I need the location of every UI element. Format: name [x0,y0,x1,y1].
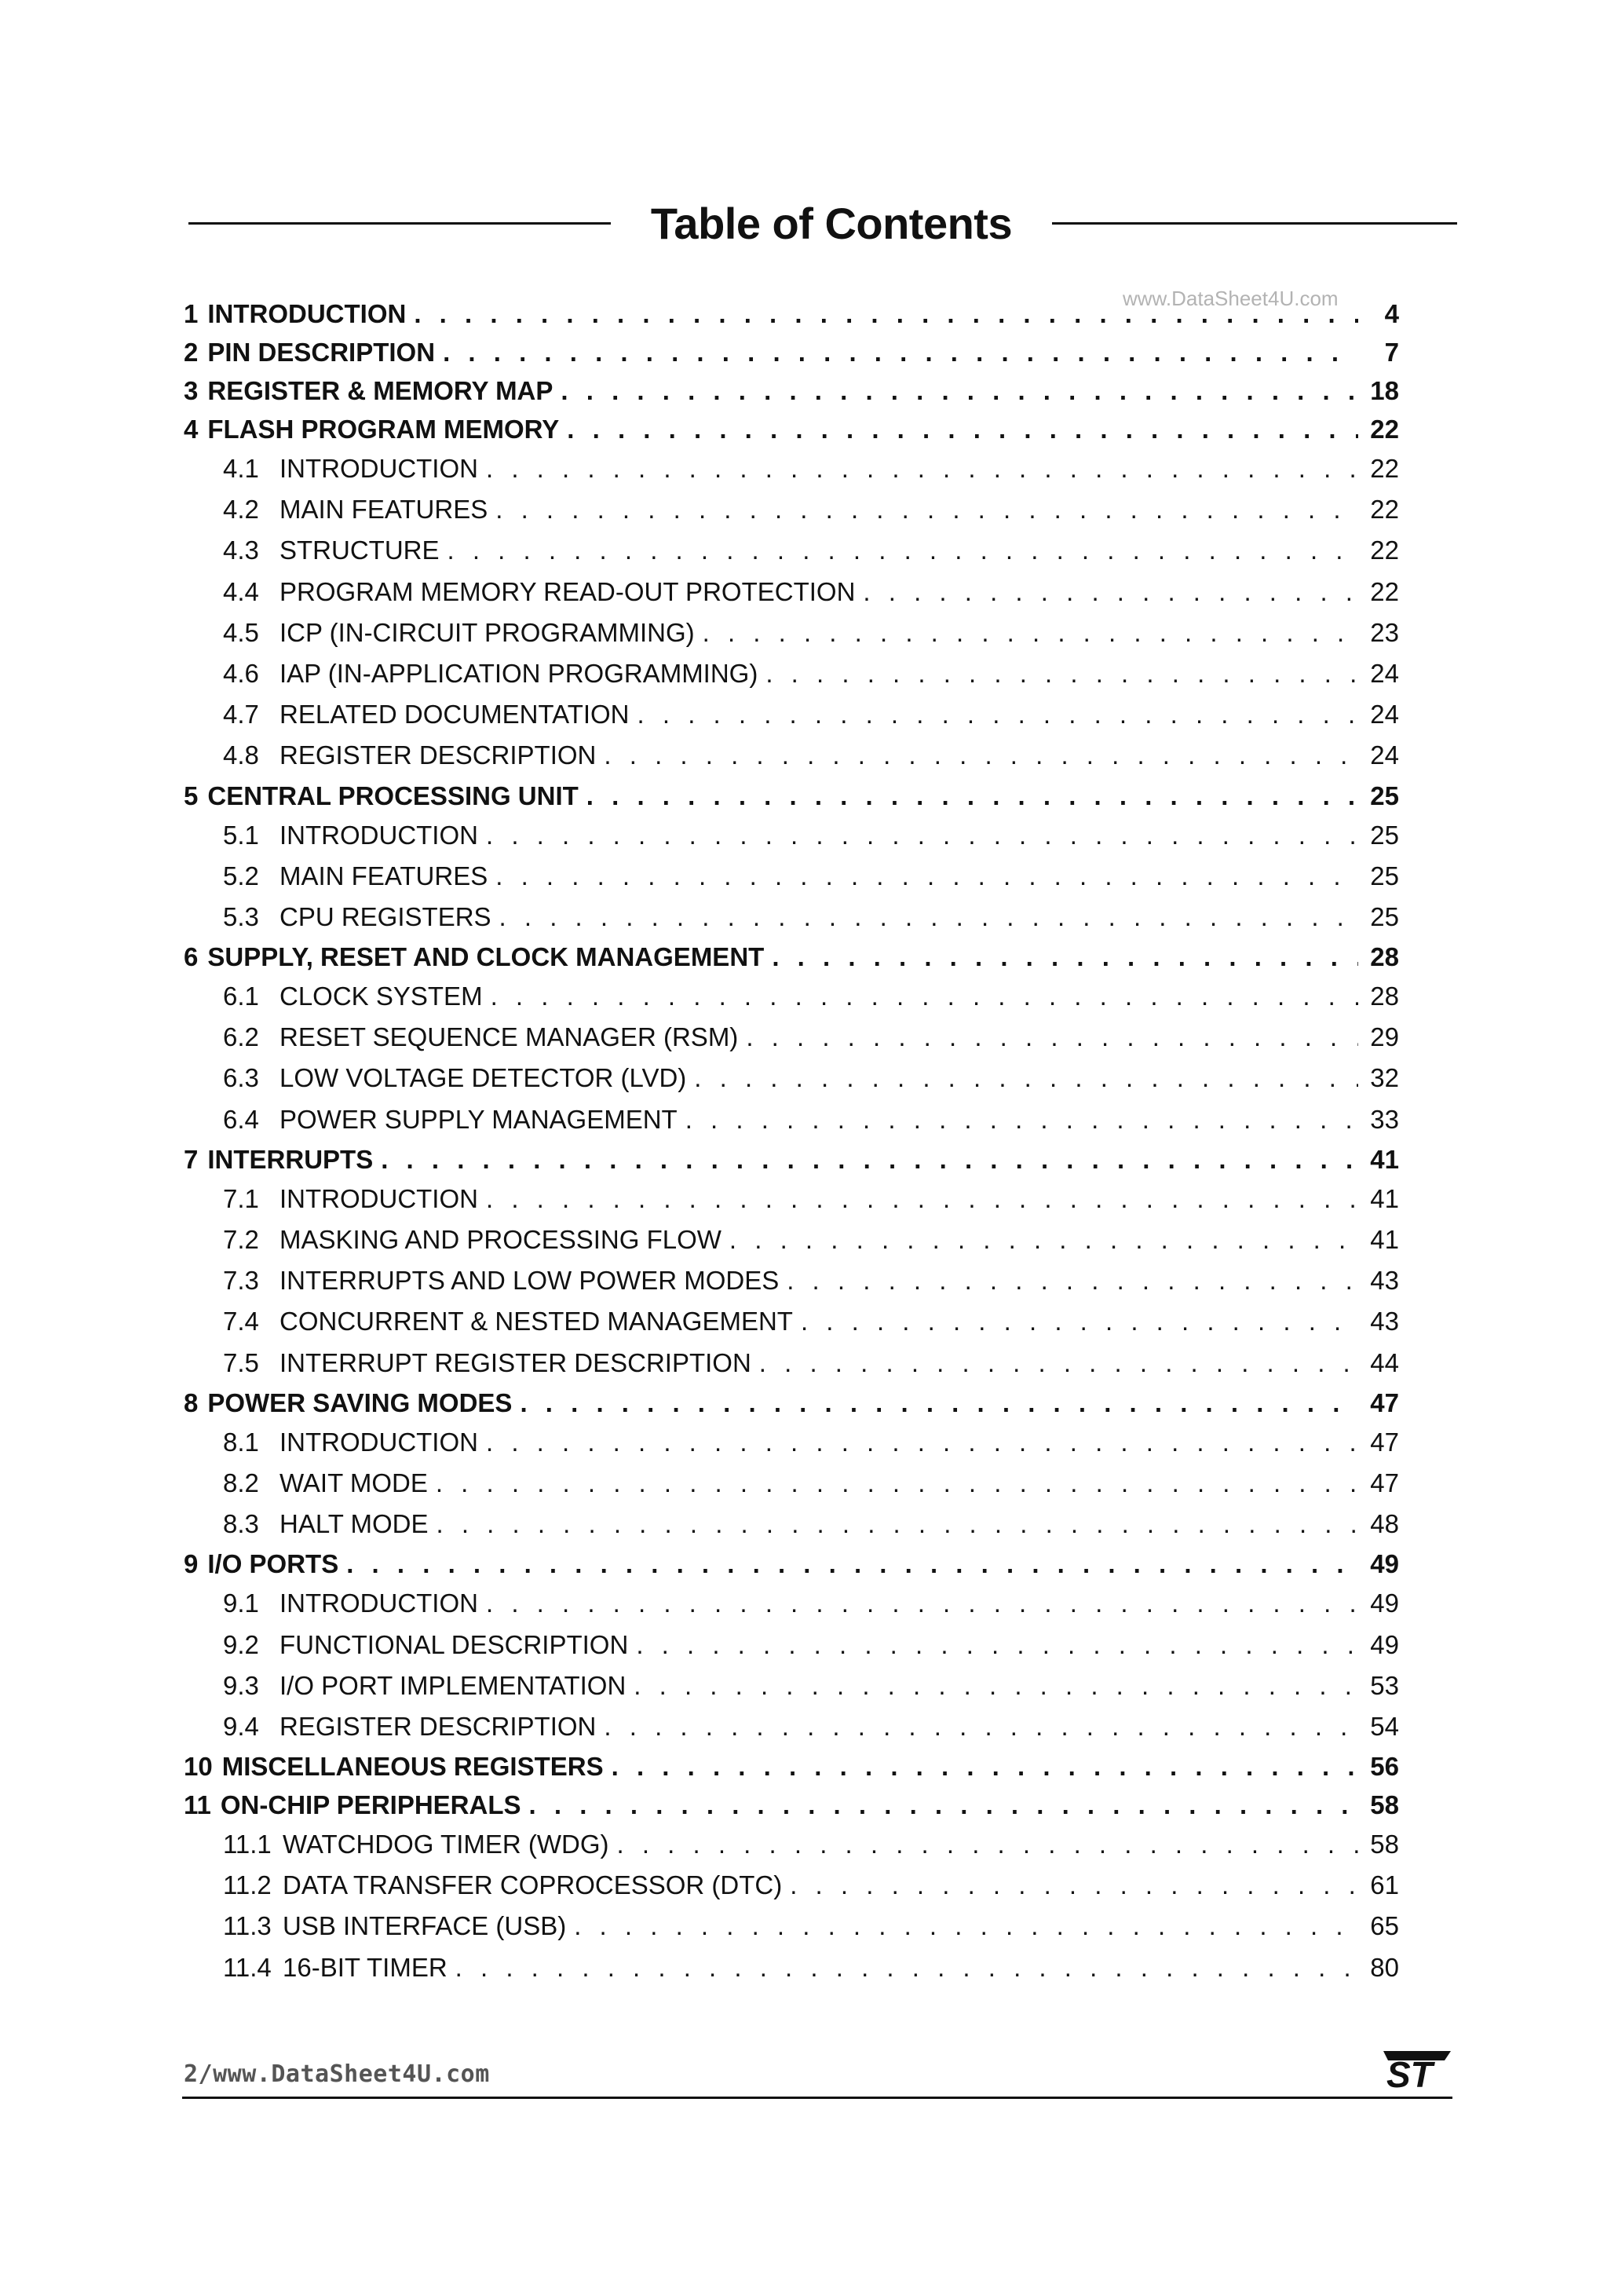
toc-entry-number: 8.2 [223,1468,259,1497]
toc-entry-label: INTRODUCTION [279,1427,478,1457]
toc-entry-label: PIN DESCRIPTION [207,338,436,367]
toc-entry-number: 8.3 [223,1509,259,1539]
title-rule-left [188,222,611,225]
toc-entry-number: 11 [184,1790,211,1820]
toc-entry-label: INTERRUPT REGISTER DESCRIPTION [279,1347,751,1377]
toc-entry-page: 25 [1370,820,1399,850]
toc-entry-label: SUPPLY, RESET AND CLOCK MANAGEMENT [207,942,765,972]
toc-entry-label: LOW VOLTAGE DETECTOR (LVD) [279,1063,687,1093]
toc-leader-dots [694,1058,1358,1099]
toc-entry-number: 9.4 [223,1711,259,1741]
toc-subsection-row[interactable] [184,1706,1399,1747]
toc-leader-dots [772,938,1358,976]
toc-leader-dots [634,1665,1358,1706]
toc-section-row[interactable] [184,410,1399,448]
toc-entry-label: POWER SAVING MODES [207,1387,513,1417]
toc-subsection-row[interactable] [184,1260,1399,1301]
toc-entry-page: 44 [1370,1347,1399,1377]
toc-entry-label: FUNCTIONAL DESCRIPTION [279,1629,629,1659]
toc-leader-dots [612,1747,1358,1786]
toc-entry-number: 9.2 [223,1629,259,1659]
toc-subsection-row[interactable] [184,1583,1399,1624]
toc-entry-number: 4.2 [223,495,259,525]
toc-leader-dots [586,777,1358,815]
toc-entry-label: INTERRUPTS AND LOW POWER MODES [279,1266,780,1296]
toc-entry-label: INTRODUCTION [279,820,478,850]
toc-entry-page: 24 [1370,658,1399,688]
toc-subsection-row[interactable] [184,1824,1399,1865]
toc-leader-dots [491,976,1358,1017]
toc-entry-label: CONCURRENT & NESTED MANAGEMENT [279,1307,793,1336]
toc-entry-page: 22 [1370,415,1399,444]
toc-entry-number: 9.1 [223,1589,259,1618]
toc-subsection-row[interactable] [184,897,1399,938]
toc-entry-label: 16-BIT TIMER [283,1952,448,1982]
footer-rule [182,2097,1452,2099]
toc-entry-number: 3 [184,376,199,405]
toc-entry-label: POWER SUPPLY MANAGEMENT [279,1104,678,1134]
toc-entry-number: 5.1 [223,820,259,850]
toc-entry-number: 6.4 [223,1104,259,1134]
toc-entry-number: 11.1 [223,1830,272,1859]
toc-entry-number: 11.4 [223,1952,272,1982]
toc-leader-dots [765,653,1358,694]
toc-entry-number: 4.3 [223,536,259,565]
toc-leader-dots [729,1219,1358,1260]
toc-entry-page: 22 [1370,576,1399,606]
toc-leader-dots [567,410,1358,448]
toc-entry-number: 4.8 [223,740,259,770]
toc-entry-number: 4.6 [223,658,259,688]
toc-leader-dots [436,1463,1358,1504]
toc-entry-label: MASKING AND PROCESSING FLOW [279,1225,721,1254]
toc-entry-number: 11.3 [223,1911,272,1941]
toc-leader-dots [529,1786,1358,1824]
toc-entry-page: 18 [1370,376,1399,405]
toc-section-row[interactable] [184,938,1399,976]
toc-leader-dots [436,1504,1358,1545]
toc-leader-dots [561,371,1358,410]
toc-entry-page: 58 [1370,1830,1399,1859]
toc-subsection-row[interactable] [184,1179,1399,1219]
toc-entry-number: 10 [184,1752,213,1782]
title-rule-right [1052,222,1457,225]
toc-entry-number: 8.1 [223,1427,259,1457]
toc-entry-number: 6.2 [223,1022,259,1052]
toc-entry-page: 28 [1370,942,1399,972]
toc-leader-dots [604,1706,1358,1747]
toc-entry-page: 29 [1370,1022,1399,1052]
toc-subsection-row[interactable] [184,1665,1399,1706]
st-logo-icon [1375,2048,1451,2092]
toc-entry-page: 7 [1384,338,1399,367]
toc-leader-dots [486,1179,1358,1219]
toc-entry-number: 9 [184,1549,199,1579]
toc-subsection-row[interactable] [184,1463,1399,1504]
toc-entry-label: IAP (IN-APPLICATION PROGRAMMING) [279,658,758,688]
toc-entry-number: 6.1 [223,982,259,1011]
toc-subsection-row[interactable] [184,1625,1399,1665]
toc-entry-label: INTRODUCTION [279,1183,478,1213]
toc-entry-page: 80 [1370,1952,1399,1982]
toc-entry-label: INTERRUPTS [207,1144,374,1174]
toc-leader-dots [486,448,1358,489]
toc-entry-number: 1 [184,299,199,328]
toc-entry-page: 33 [1370,1104,1399,1134]
toc-section-row[interactable] [184,777,1399,815]
toc-entry-label: ICP (IN-CIRCUIT PROGRAMMING) [279,617,695,647]
toc-subsection-row[interactable] [184,976,1399,1017]
toc-leader-dots [617,1824,1359,1865]
toc-leader-dots [495,856,1358,897]
toc-entry-page: 24 [1370,740,1399,770]
toc-leader-dots [863,572,1358,612]
toc-section-row[interactable] [184,1786,1399,1824]
toc-entry-number: 8 [184,1387,199,1417]
toc-leader-dots [801,1301,1358,1342]
toc-leader-dots [746,1017,1358,1058]
toc-entry-label: FLASH PROGRAM MEMORY [207,415,560,444]
toc-section-row[interactable] [184,1747,1399,1786]
toc-entry-number: 6.3 [223,1063,259,1093]
toc-entry-page: 49 [1370,1589,1399,1618]
page-title: Table of Contents [650,199,1013,248]
toc-entry-label: DATA TRANSFER COPROCESSOR (DTC) [283,1870,783,1900]
toc-leader-dots [636,1625,1358,1665]
toc-leader-dots [499,897,1358,938]
toc-leader-dots [486,815,1358,856]
footer-page-label: 2/www.DataSheet4U.com [184,2060,490,2088]
toc-subsection-row[interactable] [184,1058,1399,1099]
toc-leader-dots [495,489,1358,530]
toc-subsection-row[interactable] [184,1301,1399,1342]
toc-entry-number: 2 [184,338,199,367]
toc-entry-label: HALT MODE [279,1509,429,1539]
toc-entry-page: 61 [1370,1870,1399,1900]
toc-subsection-row[interactable] [184,1219,1399,1260]
toc-entry-number: 4.7 [223,700,259,729]
toc-subsection-row[interactable] [184,856,1399,897]
toc-subsection-row[interactable] [184,612,1399,653]
toc-subsection-row[interactable] [184,1099,1399,1140]
toc-entry-number: 7.4 [223,1307,259,1336]
toc-entry-label: INTRODUCTION [207,299,407,328]
toc-subsection-row[interactable] [184,653,1399,694]
toc-leader-dots [346,1545,1358,1583]
toc-entry-page: 65 [1370,1911,1399,1941]
toc-subsection-row[interactable] [184,530,1399,571]
toc-section-row[interactable] [184,1384,1399,1422]
toc-entry-page: 4 [1384,299,1399,328]
toc-subsection-row[interactable] [184,1017,1399,1058]
toc-entry-label: REGISTER & MEMORY MAP [207,376,553,405]
toc-entry-label: INTRODUCTION [279,1589,478,1618]
toc-entry-page: 22 [1370,454,1399,483]
toc-subsection-row[interactable] [184,1422,1399,1463]
toc-leader-dots [486,1583,1358,1624]
toc-entry-page: 25 [1370,861,1399,890]
toc-entry-page: 47 [1370,1468,1399,1497]
toc-section-row[interactable] [184,1140,1399,1179]
toc-entry-label: RELATED DOCUMENTATION [279,700,630,729]
toc-leader-dots [414,294,1358,333]
toc-subsection-row[interactable] [184,1906,1399,1947]
toc-entry-number: 5.2 [223,861,259,890]
toc-entry-page: 25 [1370,901,1399,931]
logo-text: ST [1386,2054,1433,2092]
toc-leader-dots [574,1906,1358,1947]
toc-subsection-row[interactable] [184,1343,1399,1384]
toc-entry-number: 7.1 [223,1183,259,1213]
toc-entry-page: 49 [1370,1549,1399,1579]
toc-subsection-row[interactable] [184,448,1399,489]
toc-subsection-row[interactable] [184,1865,1399,1906]
toc-entry-page: 22 [1370,495,1399,525]
toc-entry-label: USB INTERFACE (USB) [283,1911,567,1941]
toc-leader-dots [703,612,1358,653]
toc-entry-page: 47 [1370,1387,1399,1417]
toc-subsection-row[interactable] [184,694,1399,735]
toc-entry-number: 7.3 [223,1266,259,1296]
toc-entry-page: 43 [1370,1307,1399,1336]
toc-entry-label: MAIN FEATURES [279,861,488,890]
toc-entry-page: 56 [1370,1752,1399,1782]
toc-entry-label: INTRODUCTION [279,454,478,483]
toc-entry-page: 48 [1370,1509,1399,1539]
toc-subsection-row[interactable] [184,489,1399,530]
toc-leader-dots [604,735,1358,776]
toc-entry-number: 7.2 [223,1225,259,1254]
title-row [188,196,1457,259]
toc-entry-page: 43 [1370,1266,1399,1296]
toc-entry-number: 4 [184,415,199,444]
toc-entry-page: 54 [1370,1711,1399,1741]
toc-leader-dots [455,1947,1358,1988]
toc-leader-dots [637,694,1358,735]
toc-entry-label: CLOCK SYSTEM [279,982,483,1011]
toc-entry-page: 32 [1370,1063,1399,1093]
toc-entry-label: CENTRAL PROCESSING UNIT [207,781,579,810]
toc-entry-page: 53 [1370,1670,1399,1700]
toc-entry-page: 23 [1370,617,1399,647]
toc-leader-dots [381,1140,1358,1179]
toc-leader-dots [520,1384,1358,1422]
toc-entry-page: 49 [1370,1629,1399,1659]
toc-section-row[interactable] [184,1545,1399,1583]
toc-leader-dots [443,333,1358,371]
toc-entry-page: 28 [1370,982,1399,1011]
toc-entry-label: REGISTER DESCRIPTION [279,740,597,770]
toc-entry-page: 41 [1370,1183,1399,1213]
toc-entry-number: 7 [184,1144,199,1174]
toc-entry-page: 47 [1370,1427,1399,1457]
toc-entry-label: I/O PORTS [207,1549,339,1579]
toc-leader-dots [486,1422,1358,1463]
toc-leader-dots [685,1099,1358,1140]
toc-entry-number: 7.5 [223,1347,259,1377]
toc-entry-label: WATCHDOG TIMER (WDG) [283,1830,609,1859]
toc-entry-number: 4.1 [223,454,259,483]
toc-entry-number: 9.3 [223,1670,259,1700]
toc-entry-page: 58 [1370,1790,1399,1820]
toc-section-row[interactable] [184,294,1399,333]
toc-entry-number: 5.3 [223,901,259,931]
toc-section-row[interactable] [184,333,1399,371]
toc-entry-label: ON-CHIP PERIPHERALS [220,1790,521,1820]
toc-entry-label: CPU REGISTERS [279,901,491,931]
toc-entry-number: 4.4 [223,576,259,606]
toc-entry-label: MISCELLANEOUS REGISTERS [221,1752,604,1782]
toc-entry-label: RESET SEQUENCE MANAGER (RSM) [279,1022,739,1052]
toc-subsection-row[interactable] [184,1504,1399,1545]
toc-entry-page: 24 [1370,700,1399,729]
toc-entry-label: STRUCTURE [279,536,440,565]
toc-subsection-row[interactable] [184,1947,1399,1988]
toc-entry-number: 11.2 [223,1870,272,1900]
toc-entry-number: 5 [184,781,199,810]
toc-entry-number: 4.5 [223,617,259,647]
toc-entry-label: I/O PORT IMPLEMENTATION [279,1670,627,1700]
toc-entry-label: WAIT MODE [279,1468,428,1497]
toc-entry-page: 41 [1370,1144,1399,1174]
watermark: www.DataSheet4U.com [1123,287,1339,310]
toc-entry-label: MAIN FEATURES [279,495,488,525]
toc-subsection-row[interactable] [184,572,1399,612]
toc-leader-dots [759,1343,1358,1384]
toc-entry-page: 25 [1370,781,1399,810]
toc-entry-page: 22 [1370,536,1399,565]
toc-entry-page: 41 [1370,1225,1399,1254]
toc-entry-label: REGISTER DESCRIPTION [279,1711,597,1741]
table-of-contents [184,294,1399,1988]
toc-leader-dots [787,1260,1358,1301]
toc-section-row[interactable] [184,371,1399,410]
toc-leader-dots [448,530,1359,571]
toc-leader-dots [790,1865,1358,1906]
toc-entry-number: 6 [184,942,199,972]
toc-entry-label: PROGRAM MEMORY READ-OUT PROTECTION [279,576,856,606]
toc-subsection-row[interactable] [184,735,1399,776]
toc-subsection-row[interactable] [184,815,1399,856]
